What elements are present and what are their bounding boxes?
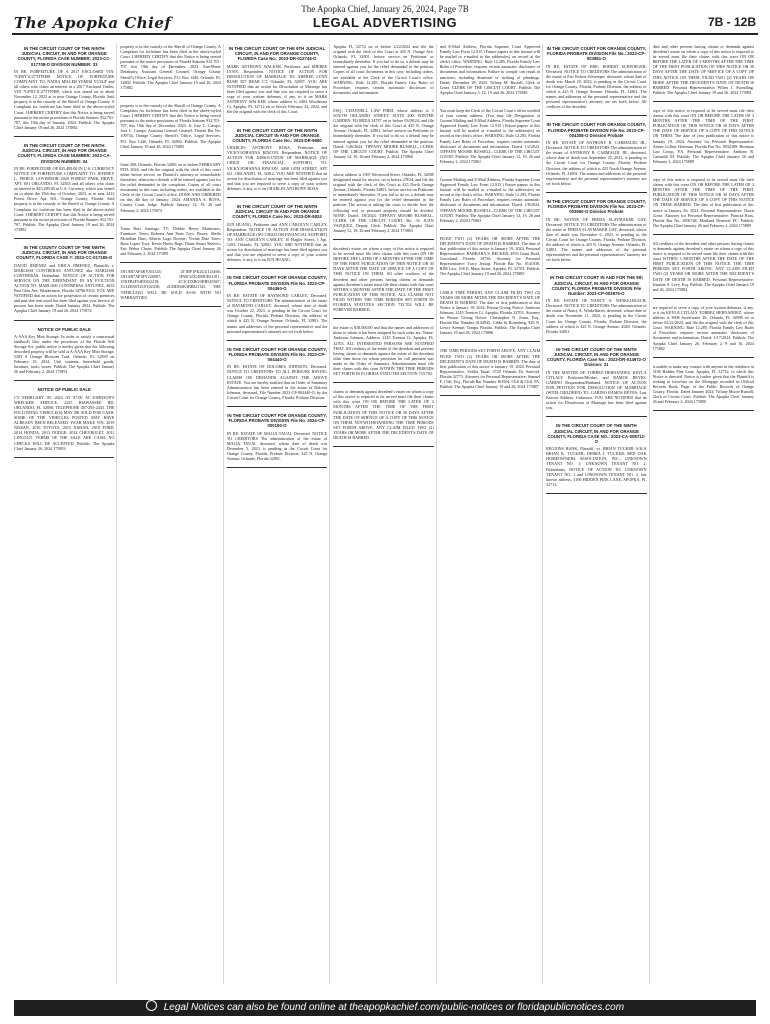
notice-body: copy of this notice is required to be served must file their claims with this court ON OR BEFORE THE LATER OF 3 MONTHS AFTER THE TIME OF THE FIRST PUBLICATION OF THIS NOTICE OR 30 DAYS AFTER THE DATE OF SERVICE OF A COPY OF THIS NOTICE ON THEM. BARRED. The date of first publication of this notice is January 26, 2024. Personal Representative: Dawn Grose. Attorney for Personal Representative: Patricia Ross, Florida Bar No. 1006748, Maitland Renewal PC. Publish: The Apopka Chief January 26 and February 2, 2024 175889 [652,176,754,228]
legal-notice [333,389,433,447]
legal-notice [546,122,646,192]
notice-heading: IN THE CIRCUIT COURT OF THE NINTH JUDICIAL CIRCUIT, IN AND FOR ORANGE COUNTY, FLORIDA CASE NUMBER: 2023-CC-017708-O DIVISION NUMBER: 33 [17,46,111,67]
notice-body: IN RE: ESTATE OF ANTHONY R. CARMALDI, JR., Deceased. NOTICE TO CREDITORS The administration of the estate of ANTHONY R. CARMALDI, JR., deceased, whose date of death was September 25, 2023, is pending in the Circuit Court for Orange County, Florida, Probate Division, the address of which is 425 North Orange Avenue, Orlando, FL 32801. The names and addresses of the personal representative and the personal representative's attorney are set forth below. [546,140,647,186]
legal-notice-columns [14,44,756,984]
notice-body: A-AAA Key Mini Storage. In order to satisfy a contractual landlord's lien, under the provisions of the Florida Self Storage Act, public notice is hereby given that the following described property will be sold at A-AAA Key Mini Storage, 5285 S Orange Blossom Trail, Orlando, FL 32839 on February 15, 2024. Unit contents: household goods, furniture, tools, boxes. Publish: The Apopka Chief January 26 and February 2, 2024 175891 [14,333,115,375]
notice-body: are required to serve a copy of your written defenses, if any, to it on KEYLA CITLALY TORREZ HERNANDEZ, whose address is 3908 Sweetwater Dr, Orlando, FL 32808 on or before 02/22/2024, and file the original with the clerk of this Court. WARNING: Rule 12.285, Florida Family Law Rules of Procedure, requires certain automatic disclosure of documents and information. Dated: 1/17/2024. Publish: The Apopka Chief January 26, February 2, 9 and 16, 2024 175892 [652,304,754,351]
masthead [12,13,758,35]
legal-notice [546,423,646,494]
notice-heading: IN THE CIRCUIT COURT OF THE NINTH JUDICIAL CIRCUIT, IN AND FOR ORANGE COUNTY, FLORIDA Case No.: 2023-DR-014972-O Division: 31 [546,346,646,368]
notice-body: property is in the custody of the Sheriff of Orange County. A Complaint for forfeiture has been filed in the above-styled Court. I HEREBY CERTIFY that this Notice is being served pursuant to the notice provisions of Florida Statutes 932.701-707, this 19th day of December, 2023. Ann-Marie Delahunty, Assistant General Counsel, Orange County Sheriff's Office, Legal Services, P.O. Box 1440, Orlando, FL 32802. Publish: The Apopka Chief January 19 and 26, 2024 175882 [120,44,221,90]
notice-body: CABLE TIME PERIOD, ANY CLAIM FILED TWO (2) YEARS OR MORE AFTER THE DECEDENT'S DATE OF DEATH IS BARRED. The date of first publication of this Notice is January 19, 2024. Person Giving Notice: Ambrose Johnson, 2145 Trenton Ct, Apopka, Florida 32703. Attorney for Person Giving Notice: Christopher N. Jones, Esq., Florida Bar Number 0144945, Gibbs & Rotenberg, 845 N. Lowry Avenue, Tampa, Florida. Publish: The Apopka Chief January 19 and 26, 2024 175886 [439,289,541,336]
notice-body: JUN HUANG, Petitioner and ANN CAROLYN CARLEY, Respondent. NOTICE OF ACTION FOR DISSOLUTION OF MARRIAGE (NO CHILD OR FINANCIAL SUPPORT) TO: ANN CAROLYN CARLEY, 10 Flagler Street, 1 Apt. 1203, Orlando, FL 32801. YOU ARE NOTIFIED that an action for dissolution of marriage has been filed against you and that you are required to serve a copy of your written defenses, if any, to it on JUN HUANG. [226,221,328,263]
notice-column [14,44,117,984]
legal-notice [14,245,114,321]
legal-notice [546,199,646,269]
notice-body: Suite 200, Orlando, Florida 32801 on or before FEBRUARY 8TH, 2024, and file the original with the clerk of this court either before service on Plaintiff's attorney or immediately thereafter; otherwise a default will be entered against you for the relief demanded in the complaint. Copies of all court documents in this case, including orders, are available at the Clerk of the Circuit Court's office. DONE AND ORDERED on this 4th day of January, 2024. AMANDA S. BOVA, County Court Judge. Publish: January 12, 19, 26 and February 2, 2024 175874 [120,161,221,213]
notice-column [227,44,330,984]
notice-body: property is in the custody of the Sheriff of Orange County. A Complaint for forfeiture has been filed in the above-styled Court. I HEREBY CERTIFY that this Notice is being served pursuant to the notice provisions of Florida Statutes 932.701-707, this 19th day of December, 2023. Jr. Jose C. Campo, Jose C. Campo, Assistant General Counsel, Florida Bar No. 109734, Orange County Sheriff's Office, Legal Services, P.O. Box 1440, Orlando, FL 32802. Publish: The Apopka Chief January 19 and 26, 2024 175883 [120,102,221,149]
notice-column [333,44,436,984]
notice-body: Tonia Ruiz Santiago TV; Debbie Reyes Mattresses, Furniture, Totes; Roberta Ann Penn Toys, Boxes; Sheila Mcmillan Bins; Alberto Lugo Dresser; Vivian Diaz Totes; Rosa Lopez Toys; Kevin Harris Bags; Diane Stuart Shelves; Eric Weber Chairs. Publish: The Apopka Chief January 26 and February 2, 2024 175891 [120,225,221,257]
notice-heading: IN THE CIRCUIT COURT OF THE NINTH JUDICIAL CIRCUIT IN AND FOR ORANGE COUNTY, FLORIDA Case No.: 2023-DR-5824 [232,204,322,220]
legal-notice [653,364,754,412]
legal-notice [653,177,754,235]
legal-notice [227,204,327,269]
notice-heading: IN THE CIRCUIT COURT OF THE NINTH JUDICIAL CIRCUIT, IN AND FOR ORANGE COUNTY, FLORIDA CASE NO.: 2023-CA-008712-O [547,423,646,444]
legal-notice [120,103,220,156]
legal-notice [333,108,433,166]
legal-notice [14,143,114,239]
notice-body: IN THE MATTER OF: TORREZ HERNANDEZ, KEYLA CITLALY Petitioner/Mother, and RAMOS REYES, GABINO Respondent/Husband. NOTICE OF ACTION FOR PETITION FOR DISSOLUTION OF MARRIAGE (WITH CHILDREN) TO: GABINO RAMOS REYES, Last Known Address: Unknown. YOU ARE NOTIFIED that an action for Dissolution of Marriage has been filed against you. [546,369,647,411]
notice-body: and E-Mail Address, Florida Supreme Court Approved Family Law Form 12.915.) Future papers in this lawsuit will be mailed or e-mailed to the address(es) on record at the clerk's office. WARNING: Rule 12.285, Florida Family Law Rules of Procedure, requires certain automatic disclosure of documents and information. Failure to comply can result in sanctions, including dismissal or striking of pleadings. Dated: December 28, 2023. Tiffany M. Russell, Clerk of Court, CLERK OF THE CIRCUIT COURT. Publish: The Apopka Chief January 5, 12, 19 and 26, 2024 175846 [439,44,541,95]
legal-notice [440,108,540,171]
notice-body: Current Mailing and E-Mail Address, Florida Supreme Court Approved Family Law Form 12.915.) Future papers in this lawsuit will be mailed or e-mailed to the address(es) on record at the clerk's office. WARNING: Rule 12.285, Florida Family Law Rules of Procedure, requires certain automatic disclosure of documents and information. Dated: 1/8/2024. TIFFANY MOORE RUSSELL, CLERK OF THE CIRCUIT COURT. Publish: The Apopka Chief January 12, 19, 26 and February 2, 2024 175863 [439,176,541,223]
legal-notice [546,347,646,418]
notice-body: the estate is $18,000.00 and that the names and addresses of those to whom it has been assigned by such order are: Name: Ambrose Johnson, Address: 2145 Trenton Ct, Apopka, FL 32703. ALL INTERESTED PERSONS ARE NOTIFIED THAT: All creditors of the estate of the decedent and persons having claims or demands against the estate of the decedent other than those for whom provision for full payment was made in the Order of Summary Administration must file their claims with this court WITHIN THE TIME PERIODS SET FORTH IN FLORIDA STATUTES SECTION 733.702. [333,325,434,377]
notice-heading: NOTICE OF PUBLIC SALE [37,326,91,332]
notice-heading: NOTICE OF PUBLIC SALE [37,387,91,393]
page-topline: The Apopka Chief, January 26, 2024, Page 7B [301,4,469,14]
notice-heading: IN THE CIRCUIT COURT OF THE 9TH JUDICIAL CIRCUIT, IN AND FOR ORANGE COUNTY, FLORIDA Case No.: 2023-DR-012746-O [228,46,326,62]
notice-heading: IN THE CIRCUIT COURT FOR ORANGE COUNTY, FLORIDA PROBATE DIVISION File No.: 2023-CP-003861-O [546,46,647,62]
notice-body: IN RE: ESTATE OF MALIA TAUAI, Deceased. NOTICE TO CREDITORS The administration of the estate of MALIA TAUAI, deceased, whose date of death was December 5, 2023, is pending in the Circuit Court for Orange County, Florida, Probate Division, 425 N. Orange Avenue, Orlando, Florida 32801. [226,430,328,462]
notice-heading: IN THE CIRCUIT COURT FOR ORANGE COUNTY, FLORIDA PROBATE DIVISION File No. 2023-CP-004308-O Division Probate [546,122,647,138]
notice-body: CHARLES ANTHONY ROSA, Petitioner, and VICKY/JOHANNA RINCON, Respondent. NOTICE OF ACTION FOR DISSOLUTION OF MARRIAGE (NO CHILD OR FINANCIAL SUPPORT) TO: VICKY/JOHANNA RINCON, 3498 14TH STREET, APT 611, ORLANDO, FL 32812. YOU ARE NOTIFIED that an action for dissolution of marriage has been filed against you and that you are required to serve a copy of your written defenses, if any, to it on CHARLES ANTHONY ROSA. [226,145,328,191]
notice-body: IN RE: FORFEITURE OF $25,489.00 IN U.S. CURRENCY NOTICE OF FORFEITURE COMPLAINT TO: JEFFREY L. PIERCE GOVERNOR 2020 FOREST PARK DRIVE, APT. 601 ORLANDO, FL 32835 and all others who claim an interest in $25,489.00 in U.S. Currency, which was seized on or about the 19th day of October, 2023, at or near 2412 Forest Drive, Apt. 601, Orange County, Florida. Said property is in the custody of the Sheriff of Orange County. A Complaint for forfeiture has been filed in the above-styled Court. I HEREBY CERTIFY that this Notice is being served pursuant to the notice provisions of Florida Statutes 932.701-707. Publish: The Apopka Chief January 19 and 26, 2024 175883 [14,165,115,232]
legal-notice [653,108,754,171]
notice-body: MARK ANTHONY WALKER, Petitioner, and SHEREE LYNN, Respondent. NOTICE OF ACTION FOR DISSOLUTION OF MARRIAGE TO: SHEREE LYNN BUSH 507 BEAR CT, Orlando, FL 32807. YOU ARE NOTIFIED that an action for Dissolution of Marriage has been filed against you and that you are required to serve a copy of your written defenses, if any, to it on MARK ANTHONY WALKER whose address is 2404 Woodstone Ct, Apopka, FL 32712 on or before February 22, 2024, and file the original with the clerk of this Court. [226,63,328,115]
legal-notice [546,46,646,116]
legal-notice [227,46,327,122]
legal-notice [333,44,433,102]
notice-body: decedent's estate, on whom a copy of this notice is required to be served must file their claims with this court ON OR BEFORE THE LATER OF 3 MONTHS AFTER THE TIME OF THE FIRST PUBLICATION OF THIS NOTICE OR 30 DAYS AFTER THE DATE OF SERVICE OF A COPY OF THIS NOTICE ON THEM. All other creditors of the decedent and other persons having claims or demands against decedent's estate must file their claims with this court WITHIN 3 MONTHS AFTER THE DATE OF THE FIRST PUBLICATION OF THIS NOTICE. ALL CLAIMS NOT FILED WITHIN THE TIME PERIODS SET FORTH IN FLORIDA STATUTES SECTION 733.702 WILL BE FOREVER BARRED. [333,246,434,313]
legal-notice [120,162,220,220]
legal-notice [653,241,754,299]
notice-body: 3N1AB7AP4KY361345; 4T1BF1FK2GU123466; 3N1AB7AP3FY220087; 1FMCU0GD8JUB11011; 19XFB2F54EE022219; 2C3CDXBG9DH545567; 1G1ZB5ST2CF102338; 2LMDJ6JK3BBJ21143. THE VEHICLE(S) WILL BE SOLD AS-IS WITH NO WARRANTIES. [120,269,221,300]
notice-body: copy of this notice is required to be served must file their claims with this court ON OR BEFORE THE LATER OF 3 MONTHS AFTER THE TIME OF THE FIRST PUBLICATION OF THIS NOTICE OR 30 DAYS AFTER THE DATE OF SERVICE OF A COPY OF THIS NOTICE ON THEM. The date of first publication of this notice is January 19, 2024. Attorney for Personal Representative: Aimee Collins Hortman, Florida Bar No. 0032389, Hortman Law Group, P.A. Personal Representative: Anthony R. Carmaldi III. Publish: The Apopka Chief January 26 and February 2, 2024 175888 [652,107,754,164]
legal-notice [120,226,220,264]
info-icon [146,1000,157,1011]
section-title: LEGAL ADVERTISING [312,15,458,30]
notice-column [653,44,756,984]
footer-text: Legal Notices can also be found online at theapopkachief.com/public-notices or floridapublicnotices.com [163,1002,625,1013]
notice-heading: IN THE CIRCUIT COURT IN AND FOR THE 9th JUDICIAL CIRCUIT, IN AND FOR ORANGE COUNTY, FLORIDA PROBATE DIVISION File Number: 2023-CP-003875-O [550,275,643,296]
page-range: 7B - 12B [707,15,756,29]
legal-notice [653,305,754,358]
notice-body: IN RE: ESTATE OF NANCY A. WINKELBLECH, Deceased. NOTICE TO CREDITORS The administration of the estate of Nancy A. Winkelblech, deceased, whose date of death was November 11, 2023, is pending in the Circuit Court for Orange County, Florida, Probate Division, the address of which is 425 N. Orange Avenue, #340, Orlando, Florida 32801. [546,298,647,334]
notice-body: CY FEBRUARY 09, 2024 AT 07:00 AT JOHNSON'S WRECKER SERVICE, 2225 HIAWASSEE RD, ORLANDO, FL 32808, TELEPHONE 407-293-2443. THE FOLLOWING VEHICLE(S) MAY BE SOLD FOR CASH. SOME OF THE VEHICLES POSTED MAY HAVE ALREADY BEEN RELEASED. YEAR MAKE VIN: 2019 NISSAN, 2016 TOYOTA, 2015 NISSAN, 2018 FORD, 2014 HONDA, 2013 DODGE, 2012 CHEVROLET, 2011 LINCOLN. TERMS OF THE SALE ARE CASH. NO CHECKS WILL BE ACCEPTED. Publish: The Apopka Chief January 26, 2024 175893 [14,394,115,451]
notice-body: You must keep the Clerk of the Circuit Court's office notified of your current address. (You may file Designation of Current Mailing and E-Mail Address, Florida Supreme Court Approved Family Law Form 12.915.) Future papers in this lawsuit will be mailed or e-mailed to the address(es) on record at the clerk's office. WARNING: Rule 12.285, Florida Family Law Rules of Procedure, requires certain automatic disclosure of documents and information. Dated: 1/2/2024. TIFFANY MOORE RUSSELL, CLERK OF THE CIRCUIT COURT. Publish: The Apopka Chief January 12, 19, 26 and February 2, 2024 175861 [439,107,541,164]
notice-body: IN RE: ESTATE OF FREDA SLAYMAKER GAY, Deceased. NOTICE TO CREDITORS The administration of the estate of FREDA SLAYMAKER GAY, deceased, whose date of death was November 6, 2023, is pending in the Circuit Court for Orange County, Florida, Probate Division, the address of which is 425 N. Orange Avenue, Orlando, FL 32801. The names and addresses of the personal representatives and the personal representatives' attorney are set forth below. [546,216,647,263]
legal-notice [440,177,540,230]
notice-body: is unable to make any contact with anyone in the residence at 3106 Hidden Pine Lane, Apopka, FL 32712, to which this Notice is directed. Notice is further given that the Plaintiff is seeking to foreclose on the Mortgage recorded in Official Records Book, Page, of the Public Records of Orange County, Florida. Dated January 2024. Tiffany Moore Russell, Clerk of Circuit Court. Publish: The Apopka Chief January 26 and February 2, 2024 175890 [652,363,754,405]
notice-heading: IN THE CIRCUIT COURT FOR ORANGE COUNTY, FLORIDA PROBATE DIVISION File No. 2023-CP-003950-O Division Probate [546,198,647,215]
notice-heading: IN THE CIRCUIT COURT FOR ORANGE COUNTY, FLORIDA PROBATE DIVISION File No. 2024-CP-000190-O [227,412,327,429]
legal-notice [227,275,327,340]
notice-body: All creditors of the decedent and other persons having claims or demands against decedent's estate on whom a copy of this notice is required to be served must file their claims with this court WITHIN 3 MONTHS AFTER THE DATE OF THE FIRST PUBLICATION OF THIS NOTICE. THE TIME PERIODS SET FORTH ABOVE, ANY CLAIM FILED TWO (2) YEARS OR MORE AFTER THE DECEDENT'S DATE OF DEATH IS BARRED. Personal Representative: Jennifer S. Levy, Esq. Publish: The Apopka Chief January 19 and 26, 2024 175884 [652,240,754,292]
legal-notice [440,348,540,396]
legal-notice [333,172,433,240]
notice-body: REGIONS BANK, Plaintiff, vs. BRIAN TUCKER A/K/A BRIAN K. TUCKER; DEBRA J. TUCKER; RED OAK HOMEOWNERS ASSOCIATION, INC.; UNKNOWN TENANT NO. 1; UNKNOWN TENANT NO. 2, Defendants. NOTICE OF ACTION TO: UNKNOWN TENANT NO. 1 and UNKNOWN TENANT NO. 2, last known address: 3106 HIDDEN PINE LANE, APOPKA, FL 32712. [546,446,647,487]
legal-notice [120,269,220,307]
newspaper-logo: The Apopka Chief [14,14,172,32]
legal-notice [546,275,646,340]
notice-body: IN RE: ESTATE OF DOLORES JOHNSON, Deceased. NOTICE TO CREDITORS TO ALL PERSONS HAVING CLAIMS OR DEMANDS AGAINST THE ABOVE ESTATE: You are hereby notified that an Order of Summary Administration has been entered in the estate of Dolores Johnson, deceased, File Number 2023-CP-004440-O, by the Circuit Court for Orange County, Florida, Probate Division. [226,364,328,400]
notice-body: DAVID JIMENEZ and ERICA JIMENEZ, Plaintiffs v. MARLISSI CONTRERAS ANTUNEZ aka MARLISSI CONTRERAS, Defendant. NOTICE OF ACTION FOR SERVICE ON THE DEFENDANT IN AN EVICTION ACTION TO: MARLISSI CONTRERAS ANTUNEZ, 4653 Pine Glen Ave, Windermere, Florida 34786-8102. YOU ARE NOTIFIED that an action for possession of certain premises and past-due rent owed has been filed against you. Service of process has been made. Dated January 2024. Publish: The Apopka Chief January 19 and 26, 2024 175874 [14,262,115,314]
notice-body: Apopka FL 32712 on or before 2/22/2024 and file the original with the clerk of this Court at 425 N. Orange Ave, Orlando, FL 32801, before service on Petitioner or immediately thereafter. If you fail to do so, a default may be entered against you for the relief demanded in the petition. Copies of all court documents in this case, including orders, are available at the Clerk of the Circuit Court's office. WARNING: Rule 12.285, Florida Family Law Rules of Procedure, requires certain automatic disclosure of documents and information. [333,44,434,95]
notice-body: IN RE: FORFEITURE OF A 2017 ENCLOSED VIN: 7GFBY1C27TTFH08 NOTICE OF FORFEITURE COMPLAINT TO: NADIA MILLER YEMISI YUSUF and all others who claim an interest in a 2017 Enclosed Trailer, VIN 7GFBY1C27TTFH08, which was seized on or about November 12, 2023 at or near Orange County, Florida. Said property is in the custody of the Sheriff of Orange County. A Complaint for forfeiture has been filed in the above-styled Court. I HEREBY CERTIFY that this Notice is being served pursuant to the notice provisions of Florida Statutes 932.701-707, this 19th day of January, 2024. Publish: The Apopka Chief January 19 and 26, 2024 175882 [14,68,115,130]
notice-body: whose address is 1907 Westwood Street, Orlando, FL 32808 designated email for service, on or before 2/8/24, and file the original with the clerk of this Court at 425 North Orange Avenue, Orlando, Florida 32801, before service on Petitioner or immediately thereafter. If you fail to do so, a default may be entered against you for the relief demanded in the petition. The action is asking the court to decide how the following real or personal property should be divided: NONE. Dated: 1/8/2024. TIFFANY MOORE RUSSELL, CLERK OF THE CIRCUIT COURT. By: /S/ JUAN VAZQUEZ, Deputy Clerk. Publish: The Apopka Chief January 12, 19, 26 and February 2, 2024 175863 [333,171,434,233]
legal-notice [653,44,754,102]
legal-notice [14,327,114,382]
legal-notice [120,44,220,97]
notice-body: ESQ., CHANNELL LAW FIRM, whose address is 3 SOUTH ORLANDO STREET, SUITE 200, WINTER GARDEN, FLORIDA 34787 on or before 03/08/24, and file the original with the clerk of this Court at 425 N. Orange Avenue, Orlando, FL 32801, before service on Petitioner or immediately thereafter. If you fail to do so, a default may be entered against you for the relief demanded in the petition. Dated: 1/26/2024. TIFFANY MOORE RUSSELL, CLERK OF THE CIRCUIT COURT. Publish: The Apopka Chief January 12, 19, 26 and February 2, 2024 175860 [333,107,434,159]
legal-notice [440,236,540,284]
notice-column [120,44,223,984]
notice-heading: IN THE COUNTY COURT OF THE NINTH JUDICIAL CIRCUIT, IN AND FOR ORANGE COUNTY, FLORIDA CASE #: 2023-CC-017185-O [16,244,113,261]
notice-heading: IN THE CIRCUIT COURT OF THE NINTH JUDICIAL CIRCUIT, IN AND FOR ORANGE COUNTY, FLORIDA CASE NUMBER: 2023-CA- DIVISION NUMBER: 34 [17,142,111,164]
notice-body: IN RE: ESTATE OF ERIC ROBERT SCHWIEGER, Deceased. NOTICE TO CREDITORS The administration of the estate of Eric Robert Schwieger, deceased, whose date of death was March 20, 2023, is pending in the Circuit Court for Orange County, Florida, Probate Division, the address of which is 425 N. Orange Avenue, Orlando, FL 32801. The names and addresses of the personal representative and the personal representative's attorney are set forth below. All creditors of the decedent [546,63,647,110]
notice-column [546,44,649,984]
footer-banner [14,1000,756,1016]
notice-heading: IN THE CIRCUIT COURT FOR ORANGE COUNTY, FLORIDA PROBATE DIVISION File No. 2023-CP-004460-O [227,275,327,291]
notice-body: dent and other persons having claims or demands against decedent's estate on whom a copy of this notice is required to be served must file their claims with this court ON OR BEFORE THE LATER OF 3 MONTHS AFTER THE TIME OF THE FIRST PUBLICATION OF THIS NOTICE OR 30 DAYS AFTER THE DATE OF SERVICE OF A COPY OF THIS NOTICE ON THEM. FILED TWO (2) YEARS OR MORE AFTER THE DECEDENT'S DATE OF DEATH IS BARRED. Personal Representative: Wiltes J. Swindling. Publish: The Apopka Chief January 19 and 26, 2024 175881 [652,44,754,95]
legal-notice [333,246,433,319]
legal-notice [227,347,327,407]
legal-notice [440,290,540,343]
legal-notice [227,413,327,468]
legal-notice [14,387,114,457]
legal-notice [14,46,114,137]
legal-notice [333,325,433,383]
legal-notice [227,128,327,198]
notice-body: IN RE: ESTATE OF RAYMOND CARLEY, Deceased. NOTICE TO CREDITORS The administration of the estate of RAYMOND CARLEY, deceased, whose date of death was October 22, 2023, is pending in the Circuit Court for Orange County, Florida, Probate Division, the address of which is 425 N. Orange Avenue, Orlando, FL 32801. The names and addresses of the personal representative and the personal representative's attorney are set forth below. [226,292,328,334]
notice-heading: IN THE CIRCUIT COURT FOR ORANGE COUNTY, FLORIDA PROBATE DIVISION File No. 2023-CP-004440-O [227,346,327,363]
notice-body: claims or demands against decedent's estate on whom a copy of this notice is required to be served must file their claims with this court ON OR BEFORE THE LATER OF 3 MONTHS AFTER THE TIME OF THE FIRST PUBLICATION OF THIS NOTICE OR 30 DAYS AFTER THE DATE OF SERVICE OF A COPY OF THIS NOTICE ON THEM. NOTWITHSTANDING THE TIME PERIODS SET FORTH ABOVE, ANY CLAIM FILED TWO (2) YEARS OR MORE AFTER THE DECEDENT'S DATE OF DEATH IS BARRED. [333,389,434,440]
notice-body: FILED TWO (2) YEARS OR MORE AFTER THE DECEDENT'S DATE OF DEATH IS BARRED. The date of first publication of this notice is January 19, 2024. Personal Representative: BARBARA S. BECKER, 4953 Grant Road, Groveland, Florida 34736. Attorney for Personal Representative: Tracy Jessup, Florida Bar No. 0141038, BJM Law, 108 E. Main Street, Apopka, FL 32703. Publish: The Apopka Chief January 19 and 26, 2024 175885 [439,235,541,277]
notice-heading: IN THE CIRCUIT COURT OF THE NINTH JUDICIAL CIRCUIT IN AND FOR ORANGE COUNTY, FLORIDA Case No.: 2023-DR-9680 [232,127,322,143]
notice-body: THE TIME PERIODS SET FORTH ABOVE, ANY CLAIM FILED TWO (2) YEARS OR MORE AFTER THE DECEDENT'S DATE OF DEATH IS BARRED. The date of first publication of this notice is January 19, 2024. Personal Representative: Sefilia Tauai, 3720 Orlando Dr, Sanford, Florida 32773. Attorney for Personal Representative: Samuel F. Cliff, Esq., Florida Bar Number 163504, Cliff & Cliff, PA. Publish: The Apopka Chief January 19 and 26, 2024 175887 [439,348,541,390]
notice-column [440,44,543,984]
legal-notice [440,44,540,102]
